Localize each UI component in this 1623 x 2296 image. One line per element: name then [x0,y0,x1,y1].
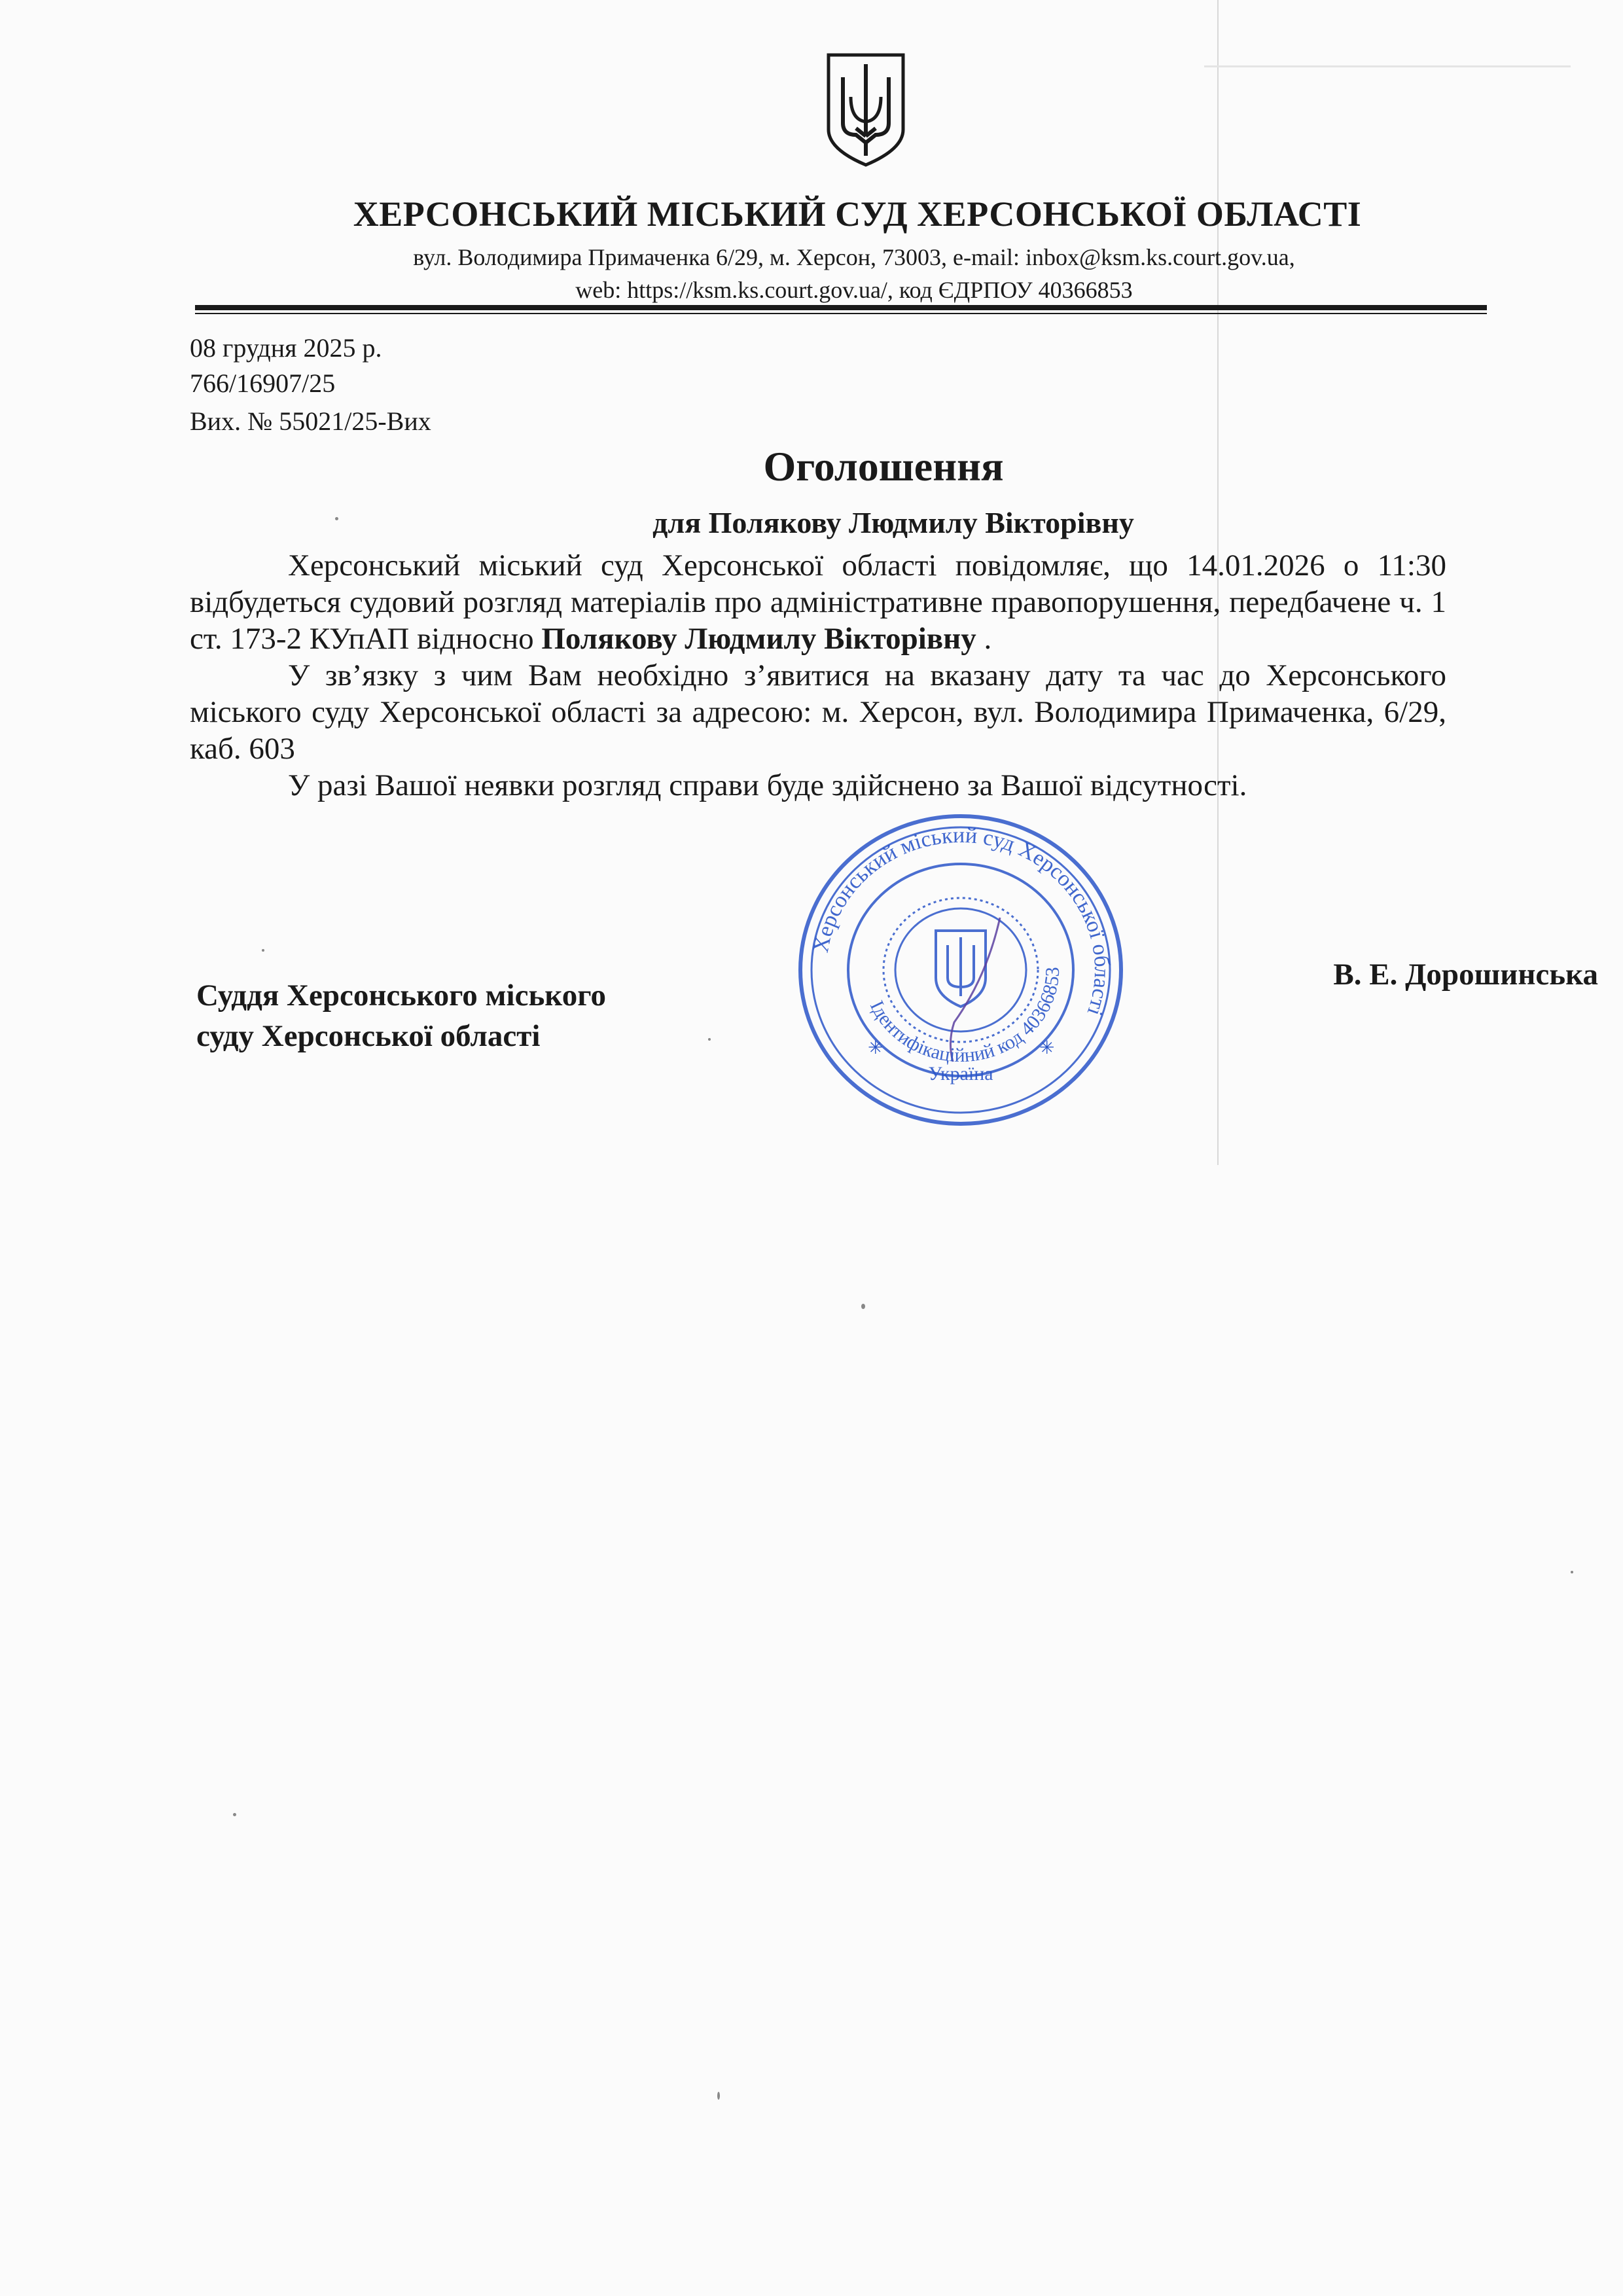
signatory-role: Суддя Херсонського міського суду Херсонської області [196,978,606,1053]
paragraph-absence: У разі Вашої неявки розгляд справи буде здійснено за Вашої відсутності. [288,768,1247,802]
notice-addressee: для Полякову Людмилу Вікторівну [652,506,1134,539]
notice-title: Оголошення [763,443,1004,490]
document-date: 08 грудня 2025 р. [190,333,382,363]
signatory-name: В. Е. Дорошинська [1333,958,1598,992]
scan-artifact [233,1813,236,1816]
case-number: 766/16907/25 [190,368,336,398]
court-website: web: https://ksm.ks.court.gov.ua/, код ЄДРПОУ 40366853 [575,277,1133,303]
scan-artifact [1571,1571,1573,1573]
court-seal [791,806,1131,1134]
seal-outer-text: Херсонський міський суд Херсонської області [808,823,1115,1019]
court-address: вул. Володимира Примаченка 6/29, м. Херсон, 73003, e-mail: inbox@ksm.ks.court.gov.ua, [413,244,1295,270]
seal-inner-text: Ідентифікаційний код 40366853 [865,966,1064,1067]
seal-country: Україна [928,1063,993,1085]
seal-star-icon: ✳ [1039,1038,1055,1058]
scan-artifact [717,2092,720,2100]
header-divider-thin [195,313,1487,314]
header-divider [195,305,1487,310]
scan-artifact [708,1038,711,1041]
paragraph-appearance: У зв’язку з чим Вам необхідно з’явитися на вказану дату та час до Херсонського міського суду Херсонської області за адресою: м. Херсон, вул. Володимира Примаченка, 6/29, каб. 603 [190,658,1446,766]
scan-artifact [262,949,264,952]
paragraph-hearing: Херсонський міський суд Херсонської області повідомляє, що 14.01.2026 о 11:30 відбудеться судовий розгляд матеріалів про адміністративне правопорушення, передбачене ч. 1 ст. 173-2 КУпАП відносно Полякову Людмилу Вікторівну . [190,548,1446,656]
notice-body [190,547,1446,804]
seal-star-icon: ✳ [868,1038,883,1058]
defendant-name: Полякову Людмилу Вікторівну [541,622,976,656]
scan-artifact [1204,65,1571,67]
scan-artifact [861,1304,865,1309]
outgoing-number: Вих. № 55021/25-Вих [190,406,431,436]
trident-emblem-icon [823,51,908,169]
court-name: ХЕРСОНСЬКИЙ МІСЬКИЙ СУД ХЕРСОНСЬКОЇ ОБЛАСТІ [353,194,1362,234]
